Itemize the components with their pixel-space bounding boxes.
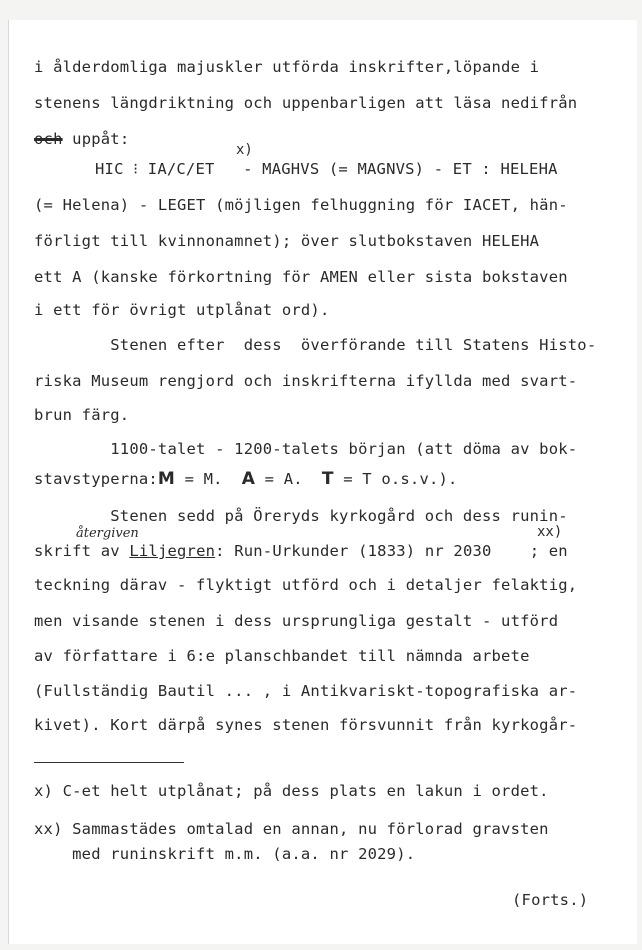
rune-a-glyph: A <box>241 469 256 489</box>
text-line-17: av författare i 6:e planschbandet till nämnda arbete <box>34 647 530 665</box>
struck-word: och <box>34 130 63 148</box>
text-line-5: förligt till kvinnonamnet); över slutbokstaven HELEHA <box>34 232 540 250</box>
text-line-18: (Fullständig Bautil ... , i Antikvariskt-topografiska ar- <box>34 682 578 700</box>
stavs-rest: = M. <box>175 470 242 488</box>
footnote-divider <box>34 762 184 763</box>
author-name: Liljegren <box>129 542 216 560</box>
footnote-ref-xx: xx) <box>537 524 563 540</box>
text-line-13: Stenen sedd på Öreryds kyrkogård och dess runin- <box>34 507 568 525</box>
text-line-3 <box>34 130 129 148</box>
skrift-rest: : Run-Urkunder (1833) nr 2030 ; en <box>215 542 568 560</box>
text-line-8: Stenen efter dess överförande till Statens Histo- <box>34 336 597 354</box>
text-line-19: kivet). Kort därpå synes stenen försvunnit från kyrkogår- <box>34 716 578 734</box>
stavs-prefix: stavstyperna: <box>34 470 158 488</box>
footnote-xx-line-1: xx) Sammastädes omtalad en annan, nu förlorad gravsten <box>34 820 549 838</box>
text-line-14 <box>34 542 568 560</box>
text-line-1: i ålderdomliga majuskler utförda inskrifter,löpande i <box>34 58 540 76</box>
inscription-line: HIC ⁝ IA/C/ET - MAGHVS (= MAGNVS) - ET : HELEHA <box>95 160 558 178</box>
text-line-16: men visande stenen i dess ursprungliga gestalt - utförd <box>34 612 559 630</box>
text-line-15: teckning därav - flyktigt utförd och i detaljer felaktig, <box>34 576 578 594</box>
rune-m-glyph: M <box>157 469 176 489</box>
footnote-ref-x: x) <box>236 142 253 158</box>
text-line-4: (= Helena) - LEGET (möjligen felhuggning för IACET, hän- <box>34 196 568 214</box>
rune-t-glyph: T <box>321 469 334 489</box>
stavs-rest-3: = T o.s.v.). <box>333 470 458 488</box>
text-line-7: i ett för övrigt utplånat ord). <box>34 301 330 319</box>
skrift-prefix: skrift <box>34 542 92 560</box>
text-line-2: stenens längdriktning och uppenbarligen att läsa nedifrån <box>34 94 578 112</box>
skrift-av: av <box>91 542 130 560</box>
text-line-10: brun färg. <box>34 406 130 424</box>
word-uppat: uppåt: <box>72 130 130 148</box>
text-line-12 <box>34 470 458 488</box>
stavs-rest-2: = A. <box>255 470 322 488</box>
text-line-6: ett A (kanske förkortning för AMEN eller sista bokstaven <box>34 268 568 286</box>
footnote-x: x) C-et helt utplånat; på dess plats en lakun i ordet. <box>34 782 549 800</box>
handwritten-insert: återgiven <box>76 526 139 541</box>
continued-note: (Forts.) <box>512 891 589 909</box>
footnote-xx-line-2: med runinskrift m.m. (a.a. nr 2029). <box>34 845 416 863</box>
text-line-9: riska Museum rengjord och inskrifterna ifyllda med svart- <box>34 372 578 390</box>
text-line-11: 1100-talet - 1200-talets början (att döma av bok- <box>34 440 578 458</box>
